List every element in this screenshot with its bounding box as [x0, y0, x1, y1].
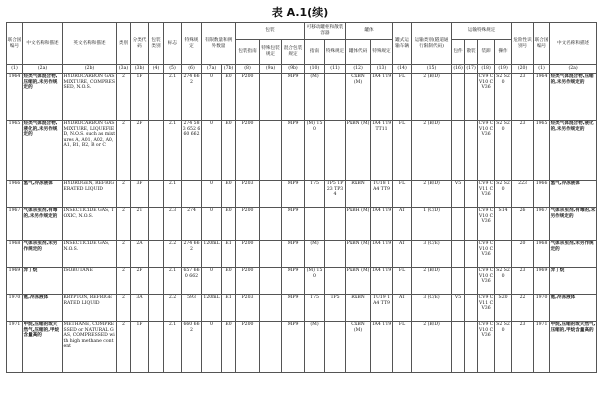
cell-class: 2: [117, 241, 131, 268]
cell-ts-loading: CV9 CV11 CV36: [478, 181, 495, 208]
cell-tank-instruction: (M): [305, 322, 325, 373]
cell-limited-qty: 0: [202, 268, 222, 295]
cell-tank-code: PxBN (M): [346, 268, 371, 295]
cell-tank-instruction: (M) T50: [305, 268, 325, 295]
cell-class-code: 1F: [131, 322, 149, 373]
cell-tank-special: [325, 268, 346, 295]
cell-packing-group: [149, 268, 164, 295]
cell-packing-group: [149, 208, 164, 241]
column-code: (6): [182, 65, 202, 74]
cell-tank-instruction: (M) T50: [305, 121, 325, 181]
cell-limited-qty: 0: [202, 121, 222, 181]
cell-tank-instruction: (M): [305, 74, 325, 121]
cell-packing-special: [260, 241, 282, 268]
cell-packing-instruction: P203: [236, 181, 260, 208]
cell-class: 2: [117, 322, 131, 373]
cell-packing-group: [149, 295, 164, 322]
cell-hazard-id: 20: [512, 241, 534, 268]
cell-special-provision: [182, 181, 202, 208]
cell-hazard-id: 26: [512, 208, 534, 241]
column-code: (11): [325, 65, 346, 74]
column-code: (8): [236, 65, 260, 74]
cell-name-cn: 烃类气体混合物,液化的,未另作规定的: [23, 121, 63, 181]
cell-packing-special: [260, 74, 282, 121]
cell-tank-code: RxBN: [346, 181, 371, 208]
cell-name-cn: 甲烷,压缩的或天然气,压缩的,甲烷含量高的: [23, 322, 63, 373]
column-code: (9a): [260, 65, 282, 74]
cell-tank-special-provision: TA4 TT9: [371, 208, 393, 241]
cell-hazard-id: 23: [512, 121, 534, 181]
cell-un-number: 1970: [7, 295, 23, 322]
cell-label: 2.1: [164, 181, 182, 208]
table-row: [7, 74, 597, 121]
cell-label: 2.1: [164, 268, 182, 295]
column-code: (20): [512, 65, 534, 74]
cell-limited-qty: 0: [202, 74, 222, 121]
cell-packing-instruction: P200: [236, 322, 260, 373]
column-code-row: [7, 65, 597, 74]
cell-excepted-qty: E0: [222, 322, 236, 373]
cell-hazard-id: 223: [512, 181, 534, 208]
cell-vehicle: AT: [393, 241, 412, 268]
cell-tank-instruction: [305, 208, 325, 241]
header-class-code: 分类代码: [131, 23, 149, 65]
cell-label: 2.1: [164, 121, 182, 181]
header-ts-pk: 包件: [452, 40, 465, 65]
cell-tank-special-provision: TA4 TT9 TT11: [371, 121, 393, 181]
cell-tank-code: PxBN (M): [346, 241, 371, 268]
cell-class: 2: [117, 268, 131, 295]
header-ts-bulk: 散装: [465, 40, 478, 65]
cell-un-number-2: 1966: [534, 181, 550, 208]
cell-limited-qty: 0: [202, 322, 222, 373]
cell-name-en: HYDROCARBON GAS MIXTURE, COMPRESSED, N.O.S.: [63, 74, 117, 121]
cell-ts-packages: [452, 241, 465, 268]
cell-ts-operation: S2 S20: [495, 322, 512, 373]
cell-excepted-qty: E0: [222, 74, 236, 121]
cell-name-cn-2: 异丁烷: [550, 268, 597, 295]
cell-packing-instruction: P200: [236, 121, 260, 181]
cell-name-cn: 烃类气体混合物,压缩的,未另作规定的: [23, 74, 63, 121]
cell-name-cn-2: 氢气,冷冻液体: [550, 181, 597, 208]
header-transport-special: 运输特殊规定: [452, 23, 512, 40]
cell-vehicle: FL: [393, 74, 412, 121]
cell-name-en: ISOBUTANE: [63, 268, 117, 295]
header-ts-op: 操作: [495, 40, 512, 65]
column-code: (13): [371, 65, 393, 74]
cell-name-cn: 气体杀虫剂,有毒的,未另作规定的: [23, 208, 63, 241]
header-limited: 有限数量和例外数量: [202, 23, 236, 65]
cell-hazard-id: 22: [512, 295, 534, 322]
cell-mixed-packing: MP9: [282, 181, 305, 208]
column-code: (16): [452, 65, 465, 74]
header-vehicle: 罐式运输车辆: [393, 23, 412, 65]
cell-un-number: 1966: [7, 181, 23, 208]
header-un-no-2: 联合国编号: [534, 23, 550, 65]
header-packing-group: 包装类别: [149, 23, 164, 65]
cell-ts-packages: [452, 121, 465, 181]
header-hazard-id: 危险性识别号: [512, 23, 534, 65]
column-code: (12): [346, 65, 371, 74]
column-code: (5): [164, 65, 182, 74]
header-labels: 标志: [164, 23, 182, 65]
cell-limited-qty: 0: [202, 208, 222, 241]
cell-special-provision: 660 662: [182, 322, 202, 373]
cell-transport-category: 2 (B/D): [412, 322, 452, 373]
cell-label: 2.3: [164, 208, 182, 241]
cell-un-number: 1971: [7, 322, 23, 373]
cell-name-cn-2: 气体杀虫剂,有毒的,未另作规定的: [550, 208, 597, 241]
cell-un-number: 1965: [7, 121, 23, 181]
cell-transport-category: 2 (B/D): [412, 268, 452, 295]
cell-ts-bulk: [465, 74, 478, 121]
table-row: [7, 208, 597, 241]
cell-tank-code: CxBN (M): [346, 74, 371, 121]
cell-ts-loading: CV9 CV10 CV36: [478, 74, 495, 121]
header-rtank-code: 罐体代码: [346, 40, 371, 65]
cell-tank-special: [325, 74, 346, 121]
cell-class: 2: [117, 295, 131, 322]
cell-tank-special: TP5: [325, 295, 346, 322]
cell-vehicle: FL: [393, 268, 412, 295]
header-tank-instr: 指南: [305, 40, 325, 65]
cell-un-number: 1967: [7, 208, 23, 241]
cell-name-cn: 氪,冷冻液体: [23, 295, 63, 322]
cell-tank-special-provision: TA4 TT9: [371, 241, 393, 268]
cell-label: 2.1: [164, 322, 182, 373]
cell-excepted-qty: E0: [222, 121, 236, 181]
cell-packing-group: [149, 181, 164, 208]
cell-transport-category: 2 (B/D): [412, 121, 452, 181]
cell-ts-bulk: [465, 208, 478, 241]
header-name-en: 英文名称和描述: [63, 23, 117, 65]
cell-packing-group: [149, 241, 164, 268]
header-transport-cat: 运输类别(隧道通行限制代码): [412, 23, 452, 65]
header-packing: 包装: [236, 23, 305, 40]
cell-transport-category: 3 (C/E): [412, 241, 452, 268]
cell-packing-instruction: P200: [236, 208, 260, 241]
cell-label: 2.1: [164, 74, 182, 121]
cell-packing-instruction: P200: [236, 268, 260, 295]
cell-excepted-qty: E0: [222, 208, 236, 241]
cell-vehicle: FL: [393, 181, 412, 208]
cell-un-number: 1969: [7, 268, 23, 295]
cell-ts-bulk: [465, 295, 478, 322]
column-code: (10): [305, 65, 325, 74]
header-rtank: 罐体: [346, 23, 393, 40]
cell-tank-special: [325, 241, 346, 268]
table-title: 表 A.1(续): [271, 6, 329, 19]
header-pk-instr: 包装指南: [236, 40, 260, 65]
cell-vehicle: FL: [393, 121, 412, 181]
cell-ts-loading: CV9 CV10 CV36: [478, 208, 495, 241]
cell-transport-category: 2 (B/D): [412, 181, 452, 208]
cell-ts-packages: [452, 322, 465, 373]
column-code: (17): [465, 65, 478, 74]
cell-packing-instruction: P203: [236, 295, 260, 322]
cell-mixed-packing: MP9: [282, 295, 305, 322]
cell-packing-instruction: P200: [236, 74, 260, 121]
cell-tank-special: [325, 121, 346, 181]
cell-hazard-id: 23: [512, 74, 534, 121]
cell-un-number-2: 1969: [534, 268, 550, 295]
dangerous-goods-table: [6, 22, 597, 373]
cell-ts-bulk: [465, 268, 478, 295]
cell-name-cn-2: 烃类气体混合物,压缩的,未另作规定的: [550, 74, 597, 121]
cell-name-cn: 氢气,冷冻液体: [23, 181, 63, 208]
cell-packing-group: [149, 74, 164, 121]
cell-class-code: 3A: [131, 295, 149, 322]
cell-ts-operation: S2 S20: [495, 181, 512, 208]
cell-ts-operation: S20: [495, 295, 512, 322]
cell-ts-operation: S14: [495, 208, 512, 241]
cell-special-provision: 657 660 662: [182, 268, 202, 295]
cell-ts-packages: [452, 268, 465, 295]
column-code: (3a): [117, 65, 131, 74]
cell-name-cn: 气体杀虫剂,未另作规定的: [23, 241, 63, 268]
cell-packing-special: [260, 181, 282, 208]
column-code: (7b): [222, 65, 236, 74]
cell-name-en: METHANE, COMPRESSED or NATURAL GAS, COMPRESSED with high methane content: [63, 322, 117, 373]
cell-tank-code: PxBH (M): [346, 208, 371, 241]
cell-label: 2.2: [164, 241, 182, 268]
cell-tank-special-provision: TU19 TA4 TT9: [371, 295, 393, 322]
column-code: (14): [393, 65, 412, 74]
cell-special-provision: 274 662: [182, 241, 202, 268]
cell-transport-category: 1 (C/D): [412, 208, 452, 241]
cell-class-code: 2T: [131, 208, 149, 241]
header-special: 特殊规定: [182, 23, 202, 65]
cell-special-provision: 274 662: [182, 74, 202, 121]
cell-un-number-2: 1964: [534, 74, 550, 121]
cell-packing-special: [260, 322, 282, 373]
cell-hazard-id: 23: [512, 322, 534, 373]
table-row: [7, 181, 597, 208]
cell-tank-special-provision: TA4 TT9: [371, 322, 393, 373]
cell-excepted-qty: E0: [222, 181, 236, 208]
cell-mixed-packing: MP9: [282, 74, 305, 121]
column-code: (7a): [202, 65, 222, 74]
cell-special-provision: 274 583 652 660 662: [182, 121, 202, 181]
header-tank: 可移动罐柜和散装容器: [305, 23, 346, 40]
cell-name-en: HYDROGEN, REFRIGERATED LIQUID: [63, 181, 117, 208]
table-row: [7, 241, 597, 268]
cell-ts-loading: CV9 CV10 CV36: [478, 268, 495, 295]
cell-ts-packages: V5: [452, 181, 465, 208]
cell-packing-special: [260, 121, 282, 181]
cell-special-provision: 274: [182, 208, 202, 241]
header-name-cn-2: 中文名称和描述: [550, 23, 597, 65]
cell-class: 2: [117, 208, 131, 241]
cell-packing-group: [149, 322, 164, 373]
cell-packing-special: [260, 268, 282, 295]
header-pk-special: 特殊包装规定: [260, 40, 282, 65]
cell-name-cn-2: 烃类气体混合物,液化的,未另作规定的: [550, 121, 597, 181]
cell-ts-bulk: [465, 181, 478, 208]
cell-class-code: 2A: [131, 241, 149, 268]
cell-ts-operation: S2 S20: [495, 268, 512, 295]
cell-un-number-2: 1965: [534, 121, 550, 181]
column-code: (2a): [550, 65, 597, 74]
cell-mixed-packing: MP9: [282, 208, 305, 241]
cell-transport-category: 3 (C/E): [412, 295, 452, 322]
cell-ts-bulk: [465, 322, 478, 373]
cell-label: 2.2: [164, 295, 182, 322]
table-row: [7, 322, 597, 373]
header-un-no: 联合国编号: [7, 23, 23, 65]
cell-ts-operation: [495, 241, 512, 268]
cell-tank-code: RxBN: [346, 295, 371, 322]
cell-class-code: 1F: [131, 74, 149, 121]
cell-vehicle: FL: [393, 322, 412, 373]
cell-ts-loading: CV9 CV10 CV36: [478, 322, 495, 373]
cell-tank-special-provision: TU18 TA4 TT9: [371, 181, 393, 208]
header-class: 类别: [117, 23, 131, 65]
table-row: [7, 121, 597, 181]
cell-class-code: 2F: [131, 268, 149, 295]
cell-ts-operation: S2 S20: [495, 121, 512, 181]
cell-name-cn-2: 氪,冷冻液体: [550, 295, 597, 322]
column-code: (18): [478, 65, 495, 74]
cell-mixed-packing: MP9: [282, 322, 305, 373]
column-code: (2b): [63, 65, 117, 74]
cell-tank-special-provision: TA4 TT9: [371, 74, 393, 121]
cell-tank-special: TP5 TP23 TP34: [325, 181, 346, 208]
cell-un-number-2: 1968: [534, 241, 550, 268]
cell-ts-bulk: [465, 241, 478, 268]
cell-tank-instruction: T75: [305, 295, 325, 322]
cell-name-en: HYDROCARBON GAS MIXTURE, LIQUEFIED, N.O.S. such as mixtures A, A01, A02, A0, A1, B1, B2, B or C: [63, 121, 117, 181]
cell-ts-packages: [452, 208, 465, 241]
header-name-cn: 中文名称和描述: [23, 23, 63, 65]
cell-name-cn-2: 气体杀虫剂,未另作规定的: [550, 241, 597, 268]
cell-class-code: 3F: [131, 181, 149, 208]
cell-class: 2: [117, 74, 131, 121]
table-row: [7, 268, 597, 295]
cell-vehicle: AT: [393, 295, 412, 322]
cell-class: 2: [117, 181, 131, 208]
cell-vehicle: AT: [393, 208, 412, 241]
cell-ts-loading: CV9 CV10 CV36: [478, 121, 495, 181]
column-code: (2a): [23, 65, 63, 74]
cell-un-number: 1968: [7, 241, 23, 268]
cell-tank-instruction: (M): [305, 241, 325, 268]
column-code: (19): [495, 65, 512, 74]
cell-tank-special: [325, 208, 346, 241]
cell-name-en: INSECTICIDE GAS, TOXIC, N.O.S.: [63, 208, 117, 241]
header-ts-load: 装卸: [478, 40, 495, 65]
cell-packing-group: [149, 121, 164, 181]
cell-packing-special: [260, 208, 282, 241]
column-code: (1): [534, 65, 550, 74]
cell-limited-qty: 0: [202, 181, 222, 208]
column-code: (1): [7, 65, 23, 74]
cell-un-number: 1964: [7, 74, 23, 121]
column-code: (9b): [282, 65, 305, 74]
cell-tank-special: [325, 322, 346, 373]
cell-name-en: INSECTICIDE GAS, N.O.S.: [63, 241, 117, 268]
cell-ts-bulk: [465, 121, 478, 181]
column-code: (3b): [131, 65, 149, 74]
cell-hazard-id: 23: [512, 268, 534, 295]
cell-name-cn: 异丁烷: [23, 268, 63, 295]
cell-tank-special-provision: TA4 TT9: [371, 268, 393, 295]
cell-excepted-qty: E0: [222, 268, 236, 295]
cell-name-cn-2: 甲烷,压缩的或天然气,压缩的,甲烷含量高的: [550, 322, 597, 373]
cell-excepted-qty: E1: [222, 241, 236, 268]
cell-tank-instruction: T75: [305, 181, 325, 208]
cell-limited-qty: 120mL: [202, 295, 222, 322]
cell-un-number-2: 1967: [534, 208, 550, 241]
column-code: (4): [149, 65, 164, 74]
header-rtank-special: 特殊规定: [371, 40, 393, 65]
cell-special-provision: 593: [182, 295, 202, 322]
cell-ts-packages: [452, 74, 465, 121]
cell-packing-special: [260, 295, 282, 322]
cell-tank-code: PxBN (M): [346, 121, 371, 181]
cell-name-en: KRYPTON, REFRIGERATED LIQUID: [63, 295, 117, 322]
cell-class: 2: [117, 121, 131, 181]
cell-limited-qty: 120mL: [202, 241, 222, 268]
table-row: [7, 295, 597, 322]
cell-excepted-qty: E1: [222, 295, 236, 322]
header-row-1: [7, 23, 597, 40]
cell-un-number-2: 1971: [534, 322, 550, 373]
cell-ts-loading: CV9 CV10 CV36: [478, 241, 495, 268]
cell-packing-instruction: P200: [236, 241, 260, 268]
cell-mixed-packing: MP9: [282, 241, 305, 268]
cell-mixed-packing: MP9: [282, 268, 305, 295]
cell-class-code: 2F: [131, 121, 149, 181]
cell-mixed-packing: MP9: [282, 121, 305, 181]
cell-un-number-2: 1970: [534, 295, 550, 322]
cell-tank-code: CxBN (M): [346, 322, 371, 373]
cell-ts-operation: S2 S20: [495, 74, 512, 121]
cell-ts-packages: V5: [452, 295, 465, 322]
header-tank-special: 特殊规定: [325, 40, 346, 65]
column-code: (15): [412, 65, 452, 74]
cell-ts-loading: CV9 CV11 CV36: [478, 295, 495, 322]
cell-transport-category: 2 (B/D): [412, 74, 452, 121]
header-pk-mixed: 混合包装规定: [282, 40, 305, 65]
